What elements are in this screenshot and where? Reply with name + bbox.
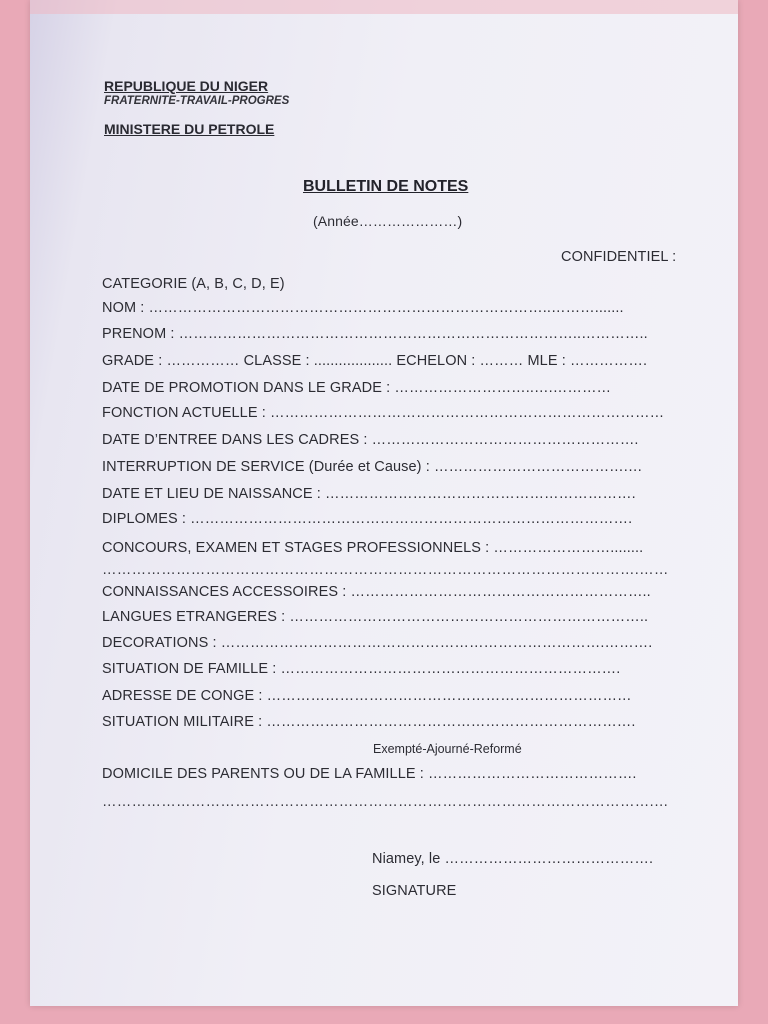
field-langues: LANGUES ETRANGERES : ……………………………………………………………….. <box>102 609 649 625</box>
field-concours: CONCOURS, EXAMEN ET STAGES PROFESSIONNELS : ……………………........ <box>102 540 644 556</box>
field-concours-continuation: ……………………………………………………………………………………………….…… <box>102 562 669 578</box>
country-name: REPUBLIQUE DU NIGER <box>104 78 269 94</box>
field-categorie: CATEGORIE (A, B, C, D, E) <box>102 276 285 292</box>
field-connaissances: CONNAISSANCES ACCESSOIRES : …………………………………………………….. <box>102 584 651 600</box>
document-title: BULLETIN DE NOTES <box>303 178 469 195</box>
field-nom: NOM : ………………………………………………………………………..………....... <box>102 300 624 316</box>
field-naissance: DATE ET LIEU DE NAISSANCE : ………………………………………………………. <box>102 486 636 502</box>
field-decorations: DECORATIONS : …………………………………………………………………….………. <box>102 635 653 651</box>
field-domicile-continuation: ………………………………………………………………………………………………….… <box>102 794 669 810</box>
field-fonction: FONCTION ACTUELLE : ……………………………………………………………………… <box>102 405 665 421</box>
field-domicile: DOMICILE DES PARENTS OU DE LA FAMILLE : ……………………………………. <box>102 766 637 782</box>
field-situation-militaire: SITUATION MILITAIRE : …………………………………………………………………. <box>102 714 636 730</box>
national-motto: FRATERNITE-TRAVAIL-PROGRES <box>104 95 290 107</box>
ministry-name: MINISTERE DU PETROLE <box>104 121 275 137</box>
field-adresse-conge: ADRESSE DE CONGE : ………………………………………………………………… <box>102 688 632 704</box>
year-line: (Année…………………) <box>313 213 463 229</box>
field-date-promotion: DATE DE PROMOTION DANS LE GRADE : ………………………..….………… <box>102 380 612 396</box>
militaire-options: Exempté-Ajourné-Reformé <box>373 742 522 756</box>
field-grade: GRADE : …………… CLASSE : ................... ECHELON : ……… MLE : ……………. <box>102 353 648 369</box>
field-prenom: PRENOM : ………………………………………………………………………..………….. <box>102 326 648 342</box>
field-situation-famille: SITUATION DE FAMILLE : ……………………………………………………………. <box>102 661 621 677</box>
page-top-band <box>30 0 738 14</box>
field-diplomes: DIPLOMES : ………………………………………………………………………………. <box>102 511 633 527</box>
field-date-entree: DATE D’ENTREE DANS LES CADRES : ………………………………………………. <box>102 432 639 448</box>
signature-label: SIGNATURE <box>372 883 457 899</box>
field-interruption: INTERRUPTION DE SERVICE (Durée et Cause) : ………………………………….… <box>102 459 643 475</box>
confidential-label: CONFIDENTIEL : <box>561 249 677 265</box>
place-date-line: Niamey, le ……………………………………. <box>372 851 654 867</box>
